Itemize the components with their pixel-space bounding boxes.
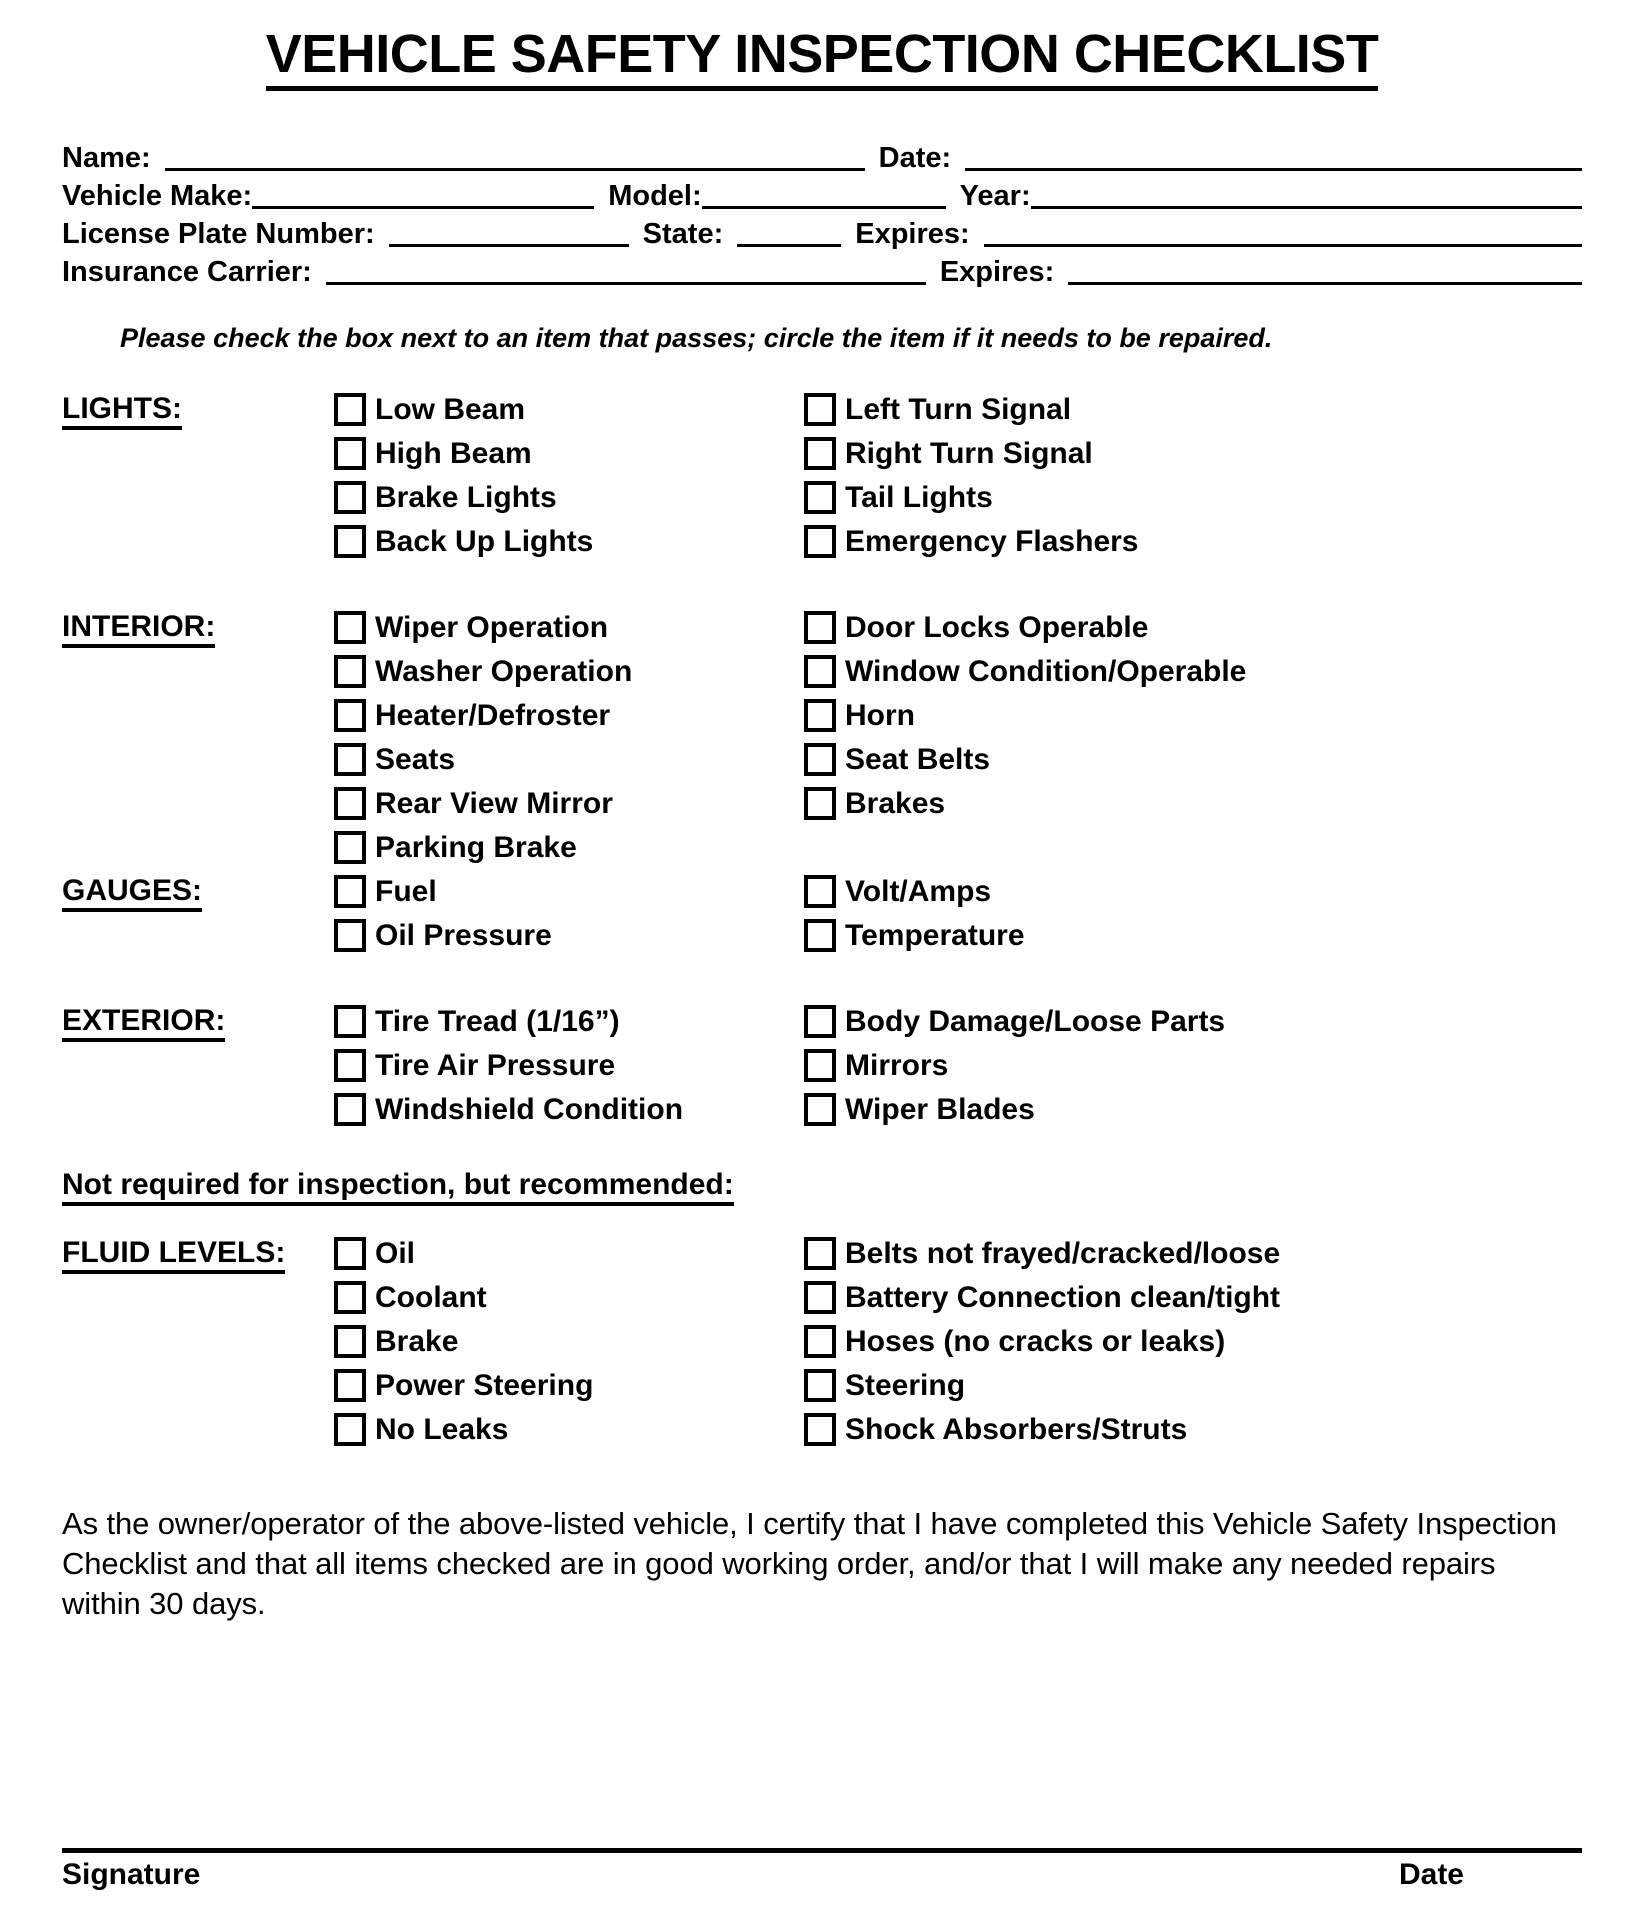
checklist-item[interactable] xyxy=(804,520,1364,564)
section-exterior xyxy=(62,1000,1582,1132)
name-input[interactable] xyxy=(165,143,865,171)
checkbox-icon[interactable] xyxy=(804,1005,836,1038)
checklist-item[interactable] xyxy=(804,432,1364,476)
checklist-item[interactable] xyxy=(804,1276,1364,1320)
checkbox-icon[interactable] xyxy=(334,743,366,776)
checklist-item-label: Wiper Operation xyxy=(375,610,609,644)
checklist-item[interactable] xyxy=(334,694,804,738)
vehicle-make-input[interactable] xyxy=(252,181,594,209)
checkbox-icon[interactable] xyxy=(804,1413,836,1446)
checklist-item[interactable] xyxy=(804,870,1364,914)
form-row-vehicle xyxy=(62,175,1582,213)
checklist-item-label: Heater/Defroster xyxy=(375,698,611,732)
checkbox-icon[interactable] xyxy=(804,1281,836,1314)
checklist-item[interactable] xyxy=(334,914,804,958)
checkbox-icon[interactable] xyxy=(334,525,366,558)
checklist-item[interactable] xyxy=(804,738,1364,782)
checklist-item-label: Brake xyxy=(375,1324,459,1358)
section-exterior-left-column xyxy=(334,1000,804,1132)
signature-date-label: Date xyxy=(1398,1858,1464,1891)
name-label: Name: xyxy=(62,141,151,174)
checklist-item-label: Fuel xyxy=(375,874,437,908)
license-plate-input[interactable] xyxy=(389,219,629,247)
checklist-item[interactable] xyxy=(334,870,804,914)
section-label-lights xyxy=(62,388,334,426)
checklist-item[interactable] xyxy=(334,1408,804,1452)
year-input[interactable] xyxy=(1031,181,1582,209)
insurance-expires-input[interactable] xyxy=(1068,257,1582,285)
checklist-item-label: Temperature xyxy=(845,918,1025,952)
checkbox-icon[interactable] xyxy=(804,393,836,426)
checklist-item[interactable] xyxy=(334,432,804,476)
header-form xyxy=(62,137,1582,289)
form-row-name xyxy=(62,137,1582,175)
checkbox-icon[interactable] xyxy=(334,1049,366,1082)
section-lights-left-column xyxy=(334,388,804,564)
state-input[interactable] xyxy=(737,219,841,247)
checkbox-icon[interactable] xyxy=(804,919,836,952)
section-lights xyxy=(62,388,1582,564)
checkbox-icon[interactable] xyxy=(334,1413,366,1446)
checklist-item[interactable] xyxy=(804,1408,1364,1452)
checklist-item[interactable] xyxy=(334,826,804,870)
insurance-carrier-label: Insurance Carrier: xyxy=(62,255,312,288)
checklist-item[interactable] xyxy=(804,1000,1364,1044)
checklist-item[interactable] xyxy=(334,520,804,564)
checklist-item[interactable] xyxy=(804,388,1364,432)
checklist-item[interactable] xyxy=(334,1000,804,1044)
expires-label: Expires: xyxy=(855,217,970,250)
checklist-item[interactable] xyxy=(334,1232,804,1276)
section-gauges-right-column xyxy=(804,870,1364,958)
checklist-item[interactable] xyxy=(804,694,1364,738)
checkbox-icon[interactable] xyxy=(804,743,836,776)
section-label-gauges-text: GAUGES: xyxy=(62,874,202,912)
section-label-interior xyxy=(62,606,334,644)
checkbox-icon[interactable] xyxy=(334,1237,366,1270)
checklist-item-label: Power Steering xyxy=(375,1368,594,1402)
checkbox-icon[interactable] xyxy=(334,831,366,864)
date-input[interactable] xyxy=(965,143,1582,171)
page-title xyxy=(62,0,1582,91)
section-label-lights-text: LIGHTS: xyxy=(62,392,182,430)
vehicle-make-label: Vehicle Make: xyxy=(62,179,253,212)
checklist-item[interactable] xyxy=(804,1088,1364,1132)
section-label-exterior xyxy=(62,1000,334,1038)
checklist-item-label: Belts not frayed/cracked/loose xyxy=(845,1236,1281,1270)
section-fluid-levels xyxy=(62,1232,1582,1452)
checkbox-icon[interactable] xyxy=(334,1369,366,1402)
checklist-item-label: Seats xyxy=(375,742,456,776)
section-label-gauges xyxy=(62,870,334,908)
checklist-item[interactable] xyxy=(804,650,1364,694)
checkbox-icon[interactable] xyxy=(334,875,366,908)
checkbox-icon[interactable] xyxy=(334,787,366,820)
checklist-item-label: Body Damage/Loose Parts xyxy=(845,1004,1226,1038)
checklist-item-label: Washer Operation xyxy=(375,654,633,688)
expires-input[interactable] xyxy=(984,219,1582,247)
checklist-item[interactable] xyxy=(804,476,1364,520)
form-row-insurance xyxy=(62,251,1582,289)
checklist-item[interactable] xyxy=(804,1364,1364,1408)
form-row-license xyxy=(62,213,1582,251)
checkbox-icon[interactable] xyxy=(804,437,836,470)
section-fluid-levels-left-column xyxy=(334,1232,804,1452)
checklist-item[interactable] xyxy=(334,1364,804,1408)
checklist-item-label: Brake Lights xyxy=(375,480,557,514)
state-label: State: xyxy=(642,217,724,250)
checklist-item-label: Shock Absorbers/Struts xyxy=(845,1412,1188,1446)
checkbox-icon[interactable] xyxy=(804,1093,836,1126)
signature-block xyxy=(62,1848,1582,1892)
checkbox-icon[interactable] xyxy=(334,699,366,732)
checklist-item[interactable] xyxy=(334,738,804,782)
checklist-item-label: Seat Belts xyxy=(845,742,991,776)
checklist-item-label: Parking Brake xyxy=(375,830,577,864)
instruction-text: Please check the box next to an item that passes; circle the item if it needs to be repaired. xyxy=(120,322,1273,353)
checkbox-icon[interactable] xyxy=(334,481,366,514)
checklist-item-label: Mirrors xyxy=(845,1048,949,1082)
checklist-item-label: Left Turn Signal xyxy=(845,392,1072,426)
checklist-item-label: Rear View Mirror xyxy=(375,786,613,820)
section-interior-left-column xyxy=(334,606,804,870)
checklist-item-label: Emergency Flashers xyxy=(845,524,1139,558)
checklist-item-label: Wiper Blades xyxy=(845,1092,1035,1126)
checkbox-icon[interactable] xyxy=(804,699,836,732)
page-title-text: VEHICLE SAFETY INSPECTION CHECKLIST xyxy=(266,26,1379,91)
checklist-item-label: Hoses (no cracks or leaks) xyxy=(845,1324,1226,1358)
section-lights-right-column xyxy=(804,388,1364,564)
checklist-item-label: High Beam xyxy=(375,436,532,470)
checkbox-icon[interactable] xyxy=(804,1369,836,1402)
date-label: Date: xyxy=(878,141,952,174)
checkbox-icon[interactable] xyxy=(334,1005,366,1038)
checklist-item-label: Low Beam xyxy=(375,392,526,426)
checklist-item-label: Battery Connection clean/tight xyxy=(845,1280,1281,1314)
section-gauges xyxy=(62,870,1582,958)
model-input[interactable] xyxy=(702,181,946,209)
checklist-item[interactable] xyxy=(334,650,804,694)
checkbox-icon[interactable] xyxy=(804,875,836,908)
checkbox-icon[interactable] xyxy=(334,611,366,644)
insurance-expires-label: Expires: xyxy=(939,255,1055,288)
checkbox-icon[interactable] xyxy=(334,1281,366,1314)
checklist-item[interactable] xyxy=(334,606,804,650)
checklist-item-label: Coolant xyxy=(375,1280,487,1314)
section-label-fluid-levels xyxy=(62,1232,334,1270)
insurance-carrier-input[interactable] xyxy=(326,257,926,285)
signature-label: Signature xyxy=(62,1858,201,1891)
section-spacer xyxy=(62,1202,1582,1232)
checklist-item[interactable] xyxy=(334,782,804,826)
section-spacer xyxy=(62,564,1582,606)
checklist-item-label: No Leaks xyxy=(375,1412,509,1446)
checkbox-icon[interactable] xyxy=(334,919,366,952)
checklist-item-label: Volt/Amps xyxy=(845,874,992,908)
section-gauges-left-column xyxy=(334,870,804,958)
checkbox-icon[interactable] xyxy=(334,1325,366,1358)
certification-paragraph: As the owner/operator of the above-listed vehicle, I certify that I have completed this Vehicle Safety Inspection Checklist and that all items checked are in good working order, and/or that I will make any needed repairs within 30 days. xyxy=(62,1505,1557,1622)
section-interior xyxy=(62,606,1582,870)
checkbox-icon[interactable] xyxy=(804,481,836,514)
checklist-item-label: Steering xyxy=(845,1368,966,1402)
section-label-fluid-levels-text: FLUID LEVELS: xyxy=(62,1236,285,1274)
section-label-exterior-text: EXTERIOR: xyxy=(62,1004,225,1042)
checklist-item[interactable] xyxy=(334,1276,804,1320)
checklist-item[interactable] xyxy=(804,606,1364,650)
checklist-item-label: Right Turn Signal xyxy=(845,436,1093,470)
section-exterior-right-column xyxy=(804,1000,1364,1132)
checklist-item-label: Tail Lights xyxy=(845,480,993,514)
checklist-item-label: Oil xyxy=(375,1236,416,1270)
checklist-item[interactable] xyxy=(334,1088,804,1132)
checklist-item[interactable] xyxy=(804,1232,1364,1276)
checklist-item-label: Window Condition/Operable xyxy=(845,654,1247,688)
section-spacer xyxy=(62,958,1582,1000)
checklist-item[interactable] xyxy=(804,1044,1364,1088)
checklist-item-label: Door Locks Operable xyxy=(845,610,1149,644)
checklist-item[interactable] xyxy=(334,1044,804,1088)
checkbox-icon[interactable] xyxy=(804,655,836,688)
checklist-item[interactable] xyxy=(804,782,1364,826)
checkbox-icon[interactable] xyxy=(804,1237,836,1270)
year-label: Year: xyxy=(959,179,1031,212)
checkbox-icon[interactable] xyxy=(804,787,836,820)
section-interior-right-column xyxy=(804,606,1364,826)
checklist-item-label: Horn xyxy=(845,698,915,732)
checklist-item-label: Back Up Lights xyxy=(375,524,594,558)
checklist-item-label: Brakes xyxy=(845,786,946,820)
checkbox-icon[interactable] xyxy=(804,611,836,644)
model-label: Model: xyxy=(608,179,702,212)
license-plate-label: License Plate Number: xyxy=(62,217,375,250)
checkbox-icon[interactable] xyxy=(334,437,366,470)
checklist-item[interactable] xyxy=(334,388,804,432)
checkbox-icon[interactable] xyxy=(804,525,836,558)
checklist-item-label: Tire Air Pressure xyxy=(375,1048,616,1082)
checkbox-icon[interactable] xyxy=(334,393,366,426)
checklist-item[interactable] xyxy=(804,914,1364,958)
checklist-item-label: Windshield Condition xyxy=(375,1092,684,1126)
recommended-heading-text: Not required for inspection, but recommended: xyxy=(62,1168,734,1206)
signature-labels xyxy=(62,1853,1582,1892)
checkbox-icon[interactable] xyxy=(334,655,366,688)
checkbox-icon[interactable] xyxy=(334,1093,366,1126)
section-fluid-levels-right-column xyxy=(804,1232,1364,1452)
checkbox-icon[interactable] xyxy=(804,1049,836,1082)
checklist-sections xyxy=(62,388,1582,1452)
checklist-item-label: Tire Tread (1/16”) xyxy=(375,1004,620,1038)
checklist-item[interactable] xyxy=(334,1320,804,1364)
checklist-item[interactable] xyxy=(804,1320,1364,1364)
checklist-item-label: Oil Pressure xyxy=(375,918,552,952)
checklist-item[interactable] xyxy=(334,476,804,520)
checkbox-icon[interactable] xyxy=(804,1325,836,1358)
recommended-heading xyxy=(62,1168,1582,1202)
section-label-interior-text: INTERIOR: xyxy=(62,610,215,648)
